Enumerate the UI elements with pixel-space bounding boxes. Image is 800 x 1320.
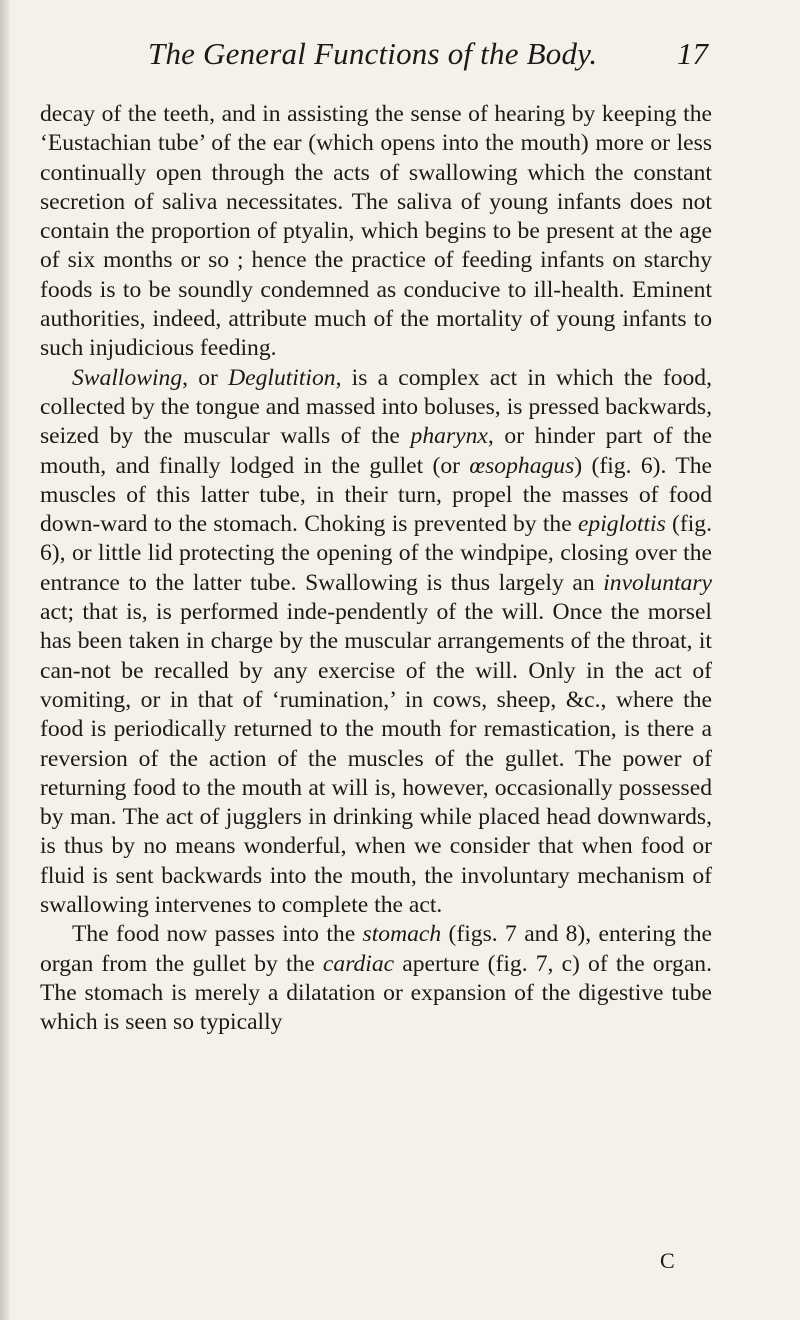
body-text	[40, 100, 712, 1038]
paragraph-2	[40, 364, 712, 921]
text-run: , is a complex act in which the food, collected by the tongue and massed into boluses, is pressed backwards, seized by the muscular walls of the	[40, 364, 712, 450]
paragraph-1	[40, 100, 712, 364]
paragraph-3	[40, 920, 712, 1037]
text-run: (figs. 7 and 8), entering the organ from the gullet by the	[40, 921, 713, 977]
page-number: 17	[677, 36, 708, 71]
italic-term: Deglutition	[228, 364, 336, 391]
text-run: , or	[182, 364, 229, 391]
text-run: , or hinder part of the mouth, and finally lodged in the gullet (or	[40, 423, 713, 479]
italic-term: Swallowing	[72, 364, 183, 391]
running-title: The General Functions of the Body.	[148, 36, 598, 71]
text-run: act; that is, is performed inde-pendently of the will. Once the morsel has been taken in charge by the muscular arrangements of the throat, it can-not be recalled by any exercise of the will. Only in the act of vomiting, or in that of ‘rumination,’ in cows, sheep, &c., where the food is periodically returned to the mouth for remastication, is there a reversion of the action of the muscles of the gullet. The power of returning food to the mouth at will is, however, occasionally possessed by man. The act of jugglers in drinking while placed head downwards, is thus by no means wonderful, when we consider that when food or fluid is sent backwards into the mouth, the involuntary mechanism of swallowing intervenes to complete the act.	[40, 599, 712, 919]
page-edge	[0, 0, 10, 1320]
italic-term: stomach	[362, 921, 442, 948]
page-header	[148, 36, 708, 82]
italic-term: epiglottis	[577, 511, 666, 538]
italic-term: involuntary	[603, 569, 712, 596]
text-run: ) (fig. 6). The muscles of this latter tube, in their turn, propel the masses of food down-ward to the stomach. Choking is prevented by the	[40, 452, 712, 538]
text-run: decay of the teeth, and in assisting the sense of hearing by keeping the ‘Eustachian tube’ of the ear (which opens into the mouth) more or less continually open through the acts of swallowing which the constant secretion of saliva necessitates. The saliva of young infants does not contain the proportion of ptyalin, which begins to be present at the age of six months or so ; hence the practice of feeding infants on starchy foods is to be soundly condemned as conducive to ill-health. Eminent authorities, indeed, attribute much of the mortality of young infants to such injudicious feeding.	[40, 101, 712, 362]
italic-term: cardiac	[322, 950, 395, 977]
italic-term: pharynx	[410, 423, 488, 450]
text-run: (fig. 6), or little lid protecting the opening of the windpipe, closing over the entrance to the latter tube. Swallowing is thus largely an	[40, 511, 712, 596]
italic-term: œsophagus	[469, 452, 575, 479]
text-run: aperture (fig. 7, c) of the organ. The stomach is merely a dilatation or expansion of the digestive tube which is seen so typically	[40, 950, 712, 1036]
text-run: The food now passes into the	[72, 921, 363, 948]
signature-mark: C	[660, 1248, 675, 1273]
